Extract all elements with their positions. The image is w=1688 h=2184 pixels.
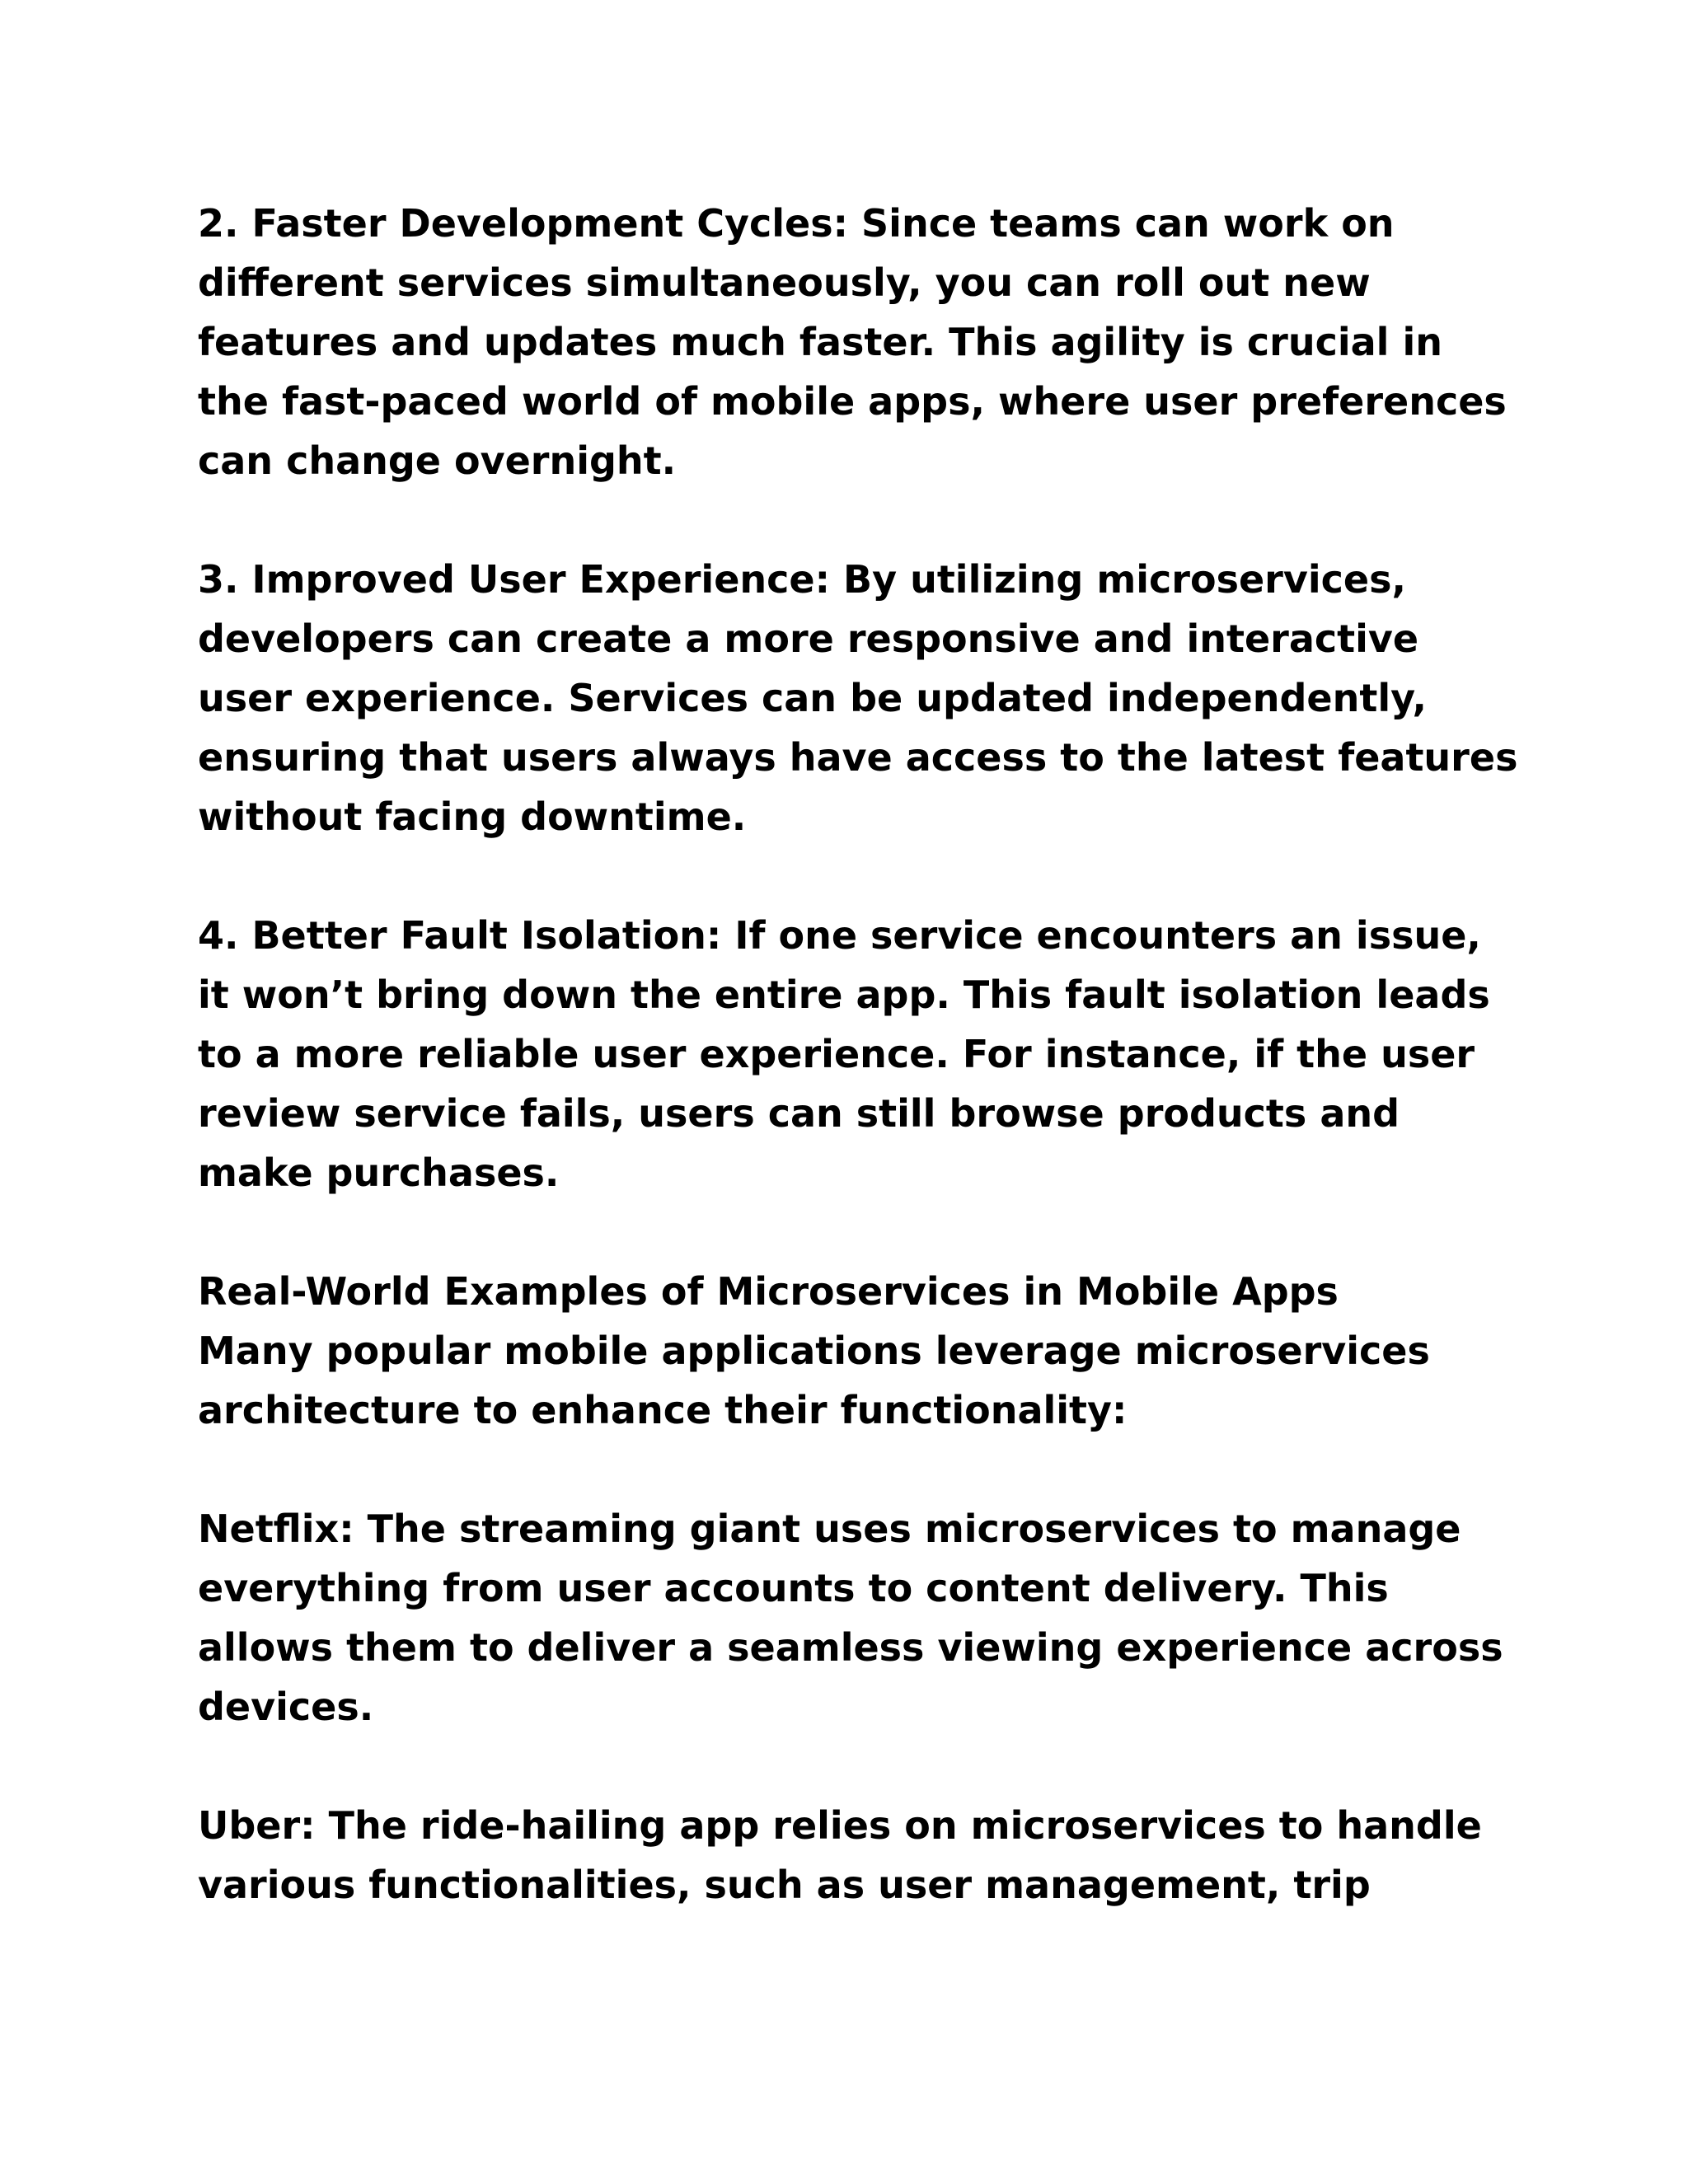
text-line: without facing downtime. xyxy=(198,794,747,839)
paragraph-real-world-examples xyxy=(198,1262,1500,1440)
text-line: make purchases. xyxy=(198,1151,560,1195)
text-line: different services simultaneously, you can roll out new xyxy=(198,260,1371,305)
text-line: review service fails, users can still browse products and xyxy=(198,1091,1400,1136)
text-line: architecture to enhance their functionality: xyxy=(198,1388,1128,1432)
text-line: Netflix: The streaming giant uses microservices to manage xyxy=(198,1507,1461,1551)
text-line: 4. Better Fault Isolation: If one service encounters an issue, xyxy=(198,913,1481,958)
text-line: Many popular mobile applications leverage microservices xyxy=(198,1329,1430,1373)
text-line: to a more reliable user experience. For instance, if the user xyxy=(198,1032,1475,1076)
paragraph-faster-development xyxy=(198,194,1507,490)
paragraph-improved-user-experience xyxy=(198,550,1518,846)
text-line: features and updates much faster. This agility is crucial in xyxy=(198,320,1442,364)
document-body xyxy=(198,194,1518,1974)
paragraph-fault-isolation xyxy=(198,906,1500,1202)
section-heading: Real-World Examples of Microservices in Mobile Apps xyxy=(198,1269,1339,1314)
text-line: ensuring that users always have access to the latest features xyxy=(198,735,1518,780)
paragraph-netflix xyxy=(198,1499,1503,1736)
text-line: 2. Faster Development Cycles: Since teams can work on xyxy=(198,201,1395,246)
paragraph-uber xyxy=(198,1796,1500,1915)
text-line: Uber: The ride-hailing app relies on microservices to handle xyxy=(198,1803,1482,1848)
text-line: user experience. Services can be updated independently, xyxy=(198,676,1428,720)
text-line: various functionalities, such as user management, trip xyxy=(198,1863,1371,1907)
text-line: it won’t bring down the entire app. This fault isolation leads xyxy=(198,972,1490,1017)
text-line: the fast-paced world of mobile apps, where user preferences xyxy=(198,379,1507,424)
text-line: 3. Improved User Experience: By utilizing microservices, xyxy=(198,557,1406,602)
text-line: can change overnight. xyxy=(198,438,677,483)
text-line: developers can create a more responsive and interactive xyxy=(198,616,1419,661)
text-line: everything from user accounts to content delivery. This xyxy=(198,1566,1389,1610)
text-line: allows them to deliver a seamless viewing experience across xyxy=(198,1625,1503,1670)
text-line: devices. xyxy=(198,1685,374,1729)
